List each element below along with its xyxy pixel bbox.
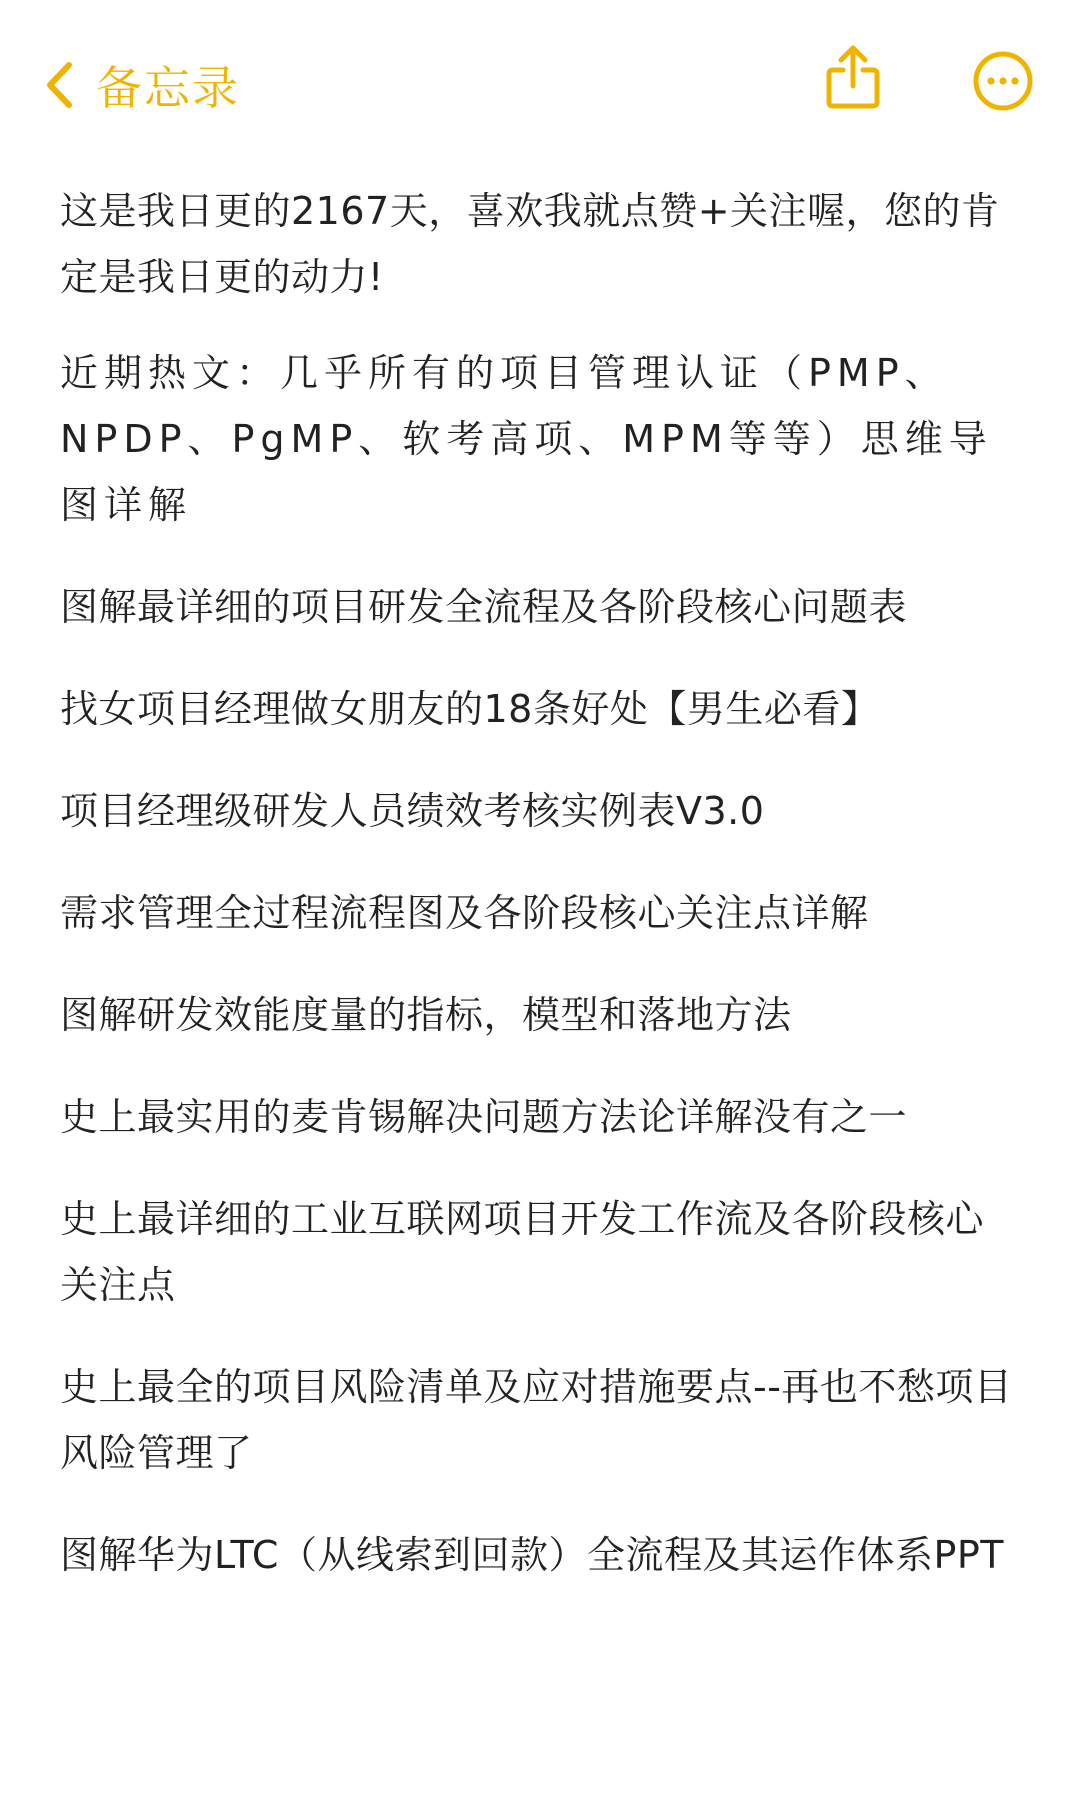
note-paragraph: 找女项目经理做女朋友的18条好处【男生必看】 xyxy=(60,687,880,731)
note-paragraph: 图解华为LTC（从线索到回款）全流程及其运作体系PPT xyxy=(60,1533,1005,1577)
share-icon xyxy=(825,44,881,114)
note-paragraph: 史上最详细的工业互联网项目开发工作流及各阶段核心关注点 xyxy=(60,1197,985,1307)
back-button[interactable] xyxy=(44,50,240,120)
note-paragraph: 图解最详细的项目研发全流程及各阶段核心问题表 xyxy=(60,585,908,629)
note-paragraph-hot-articles: 近期热文：几乎所有的项目管理认证（PMP、NPDP、PgMP、软考高项、MPM等等）思维导图详解 xyxy=(60,351,993,527)
note-paragraph: 项目经理级研发人员绩效考核实例表V3.0 xyxy=(60,789,765,833)
back-label: 备忘录 xyxy=(96,61,240,115)
share-button[interactable] xyxy=(818,44,888,114)
note-paragraph: 图解研发效能度量的指标，模型和落地方法 xyxy=(60,993,792,1037)
note-paragraph-intro: 这是我日更的2167天，喜欢我就点赞+关注喔，您的肯定是我日更的动力! xyxy=(60,189,1000,299)
note-paragraph: 需求管理全过程流程图及各阶段核心关注点详解 xyxy=(60,891,869,935)
navigation-bar xyxy=(0,0,1080,150)
note-paragraph: 史上最实用的麦肯锡解决问题方法论详解没有之一 xyxy=(60,1095,908,1139)
note-paragraph: 史上最全的项目风险清单及应对措施要点--再也不愁项目风险管理了 xyxy=(60,1365,1013,1475)
chevron-left-icon xyxy=(44,61,74,109)
note-body[interactable] xyxy=(60,178,1020,1624)
more-button[interactable] xyxy=(968,48,1038,118)
more-icon xyxy=(972,50,1034,116)
